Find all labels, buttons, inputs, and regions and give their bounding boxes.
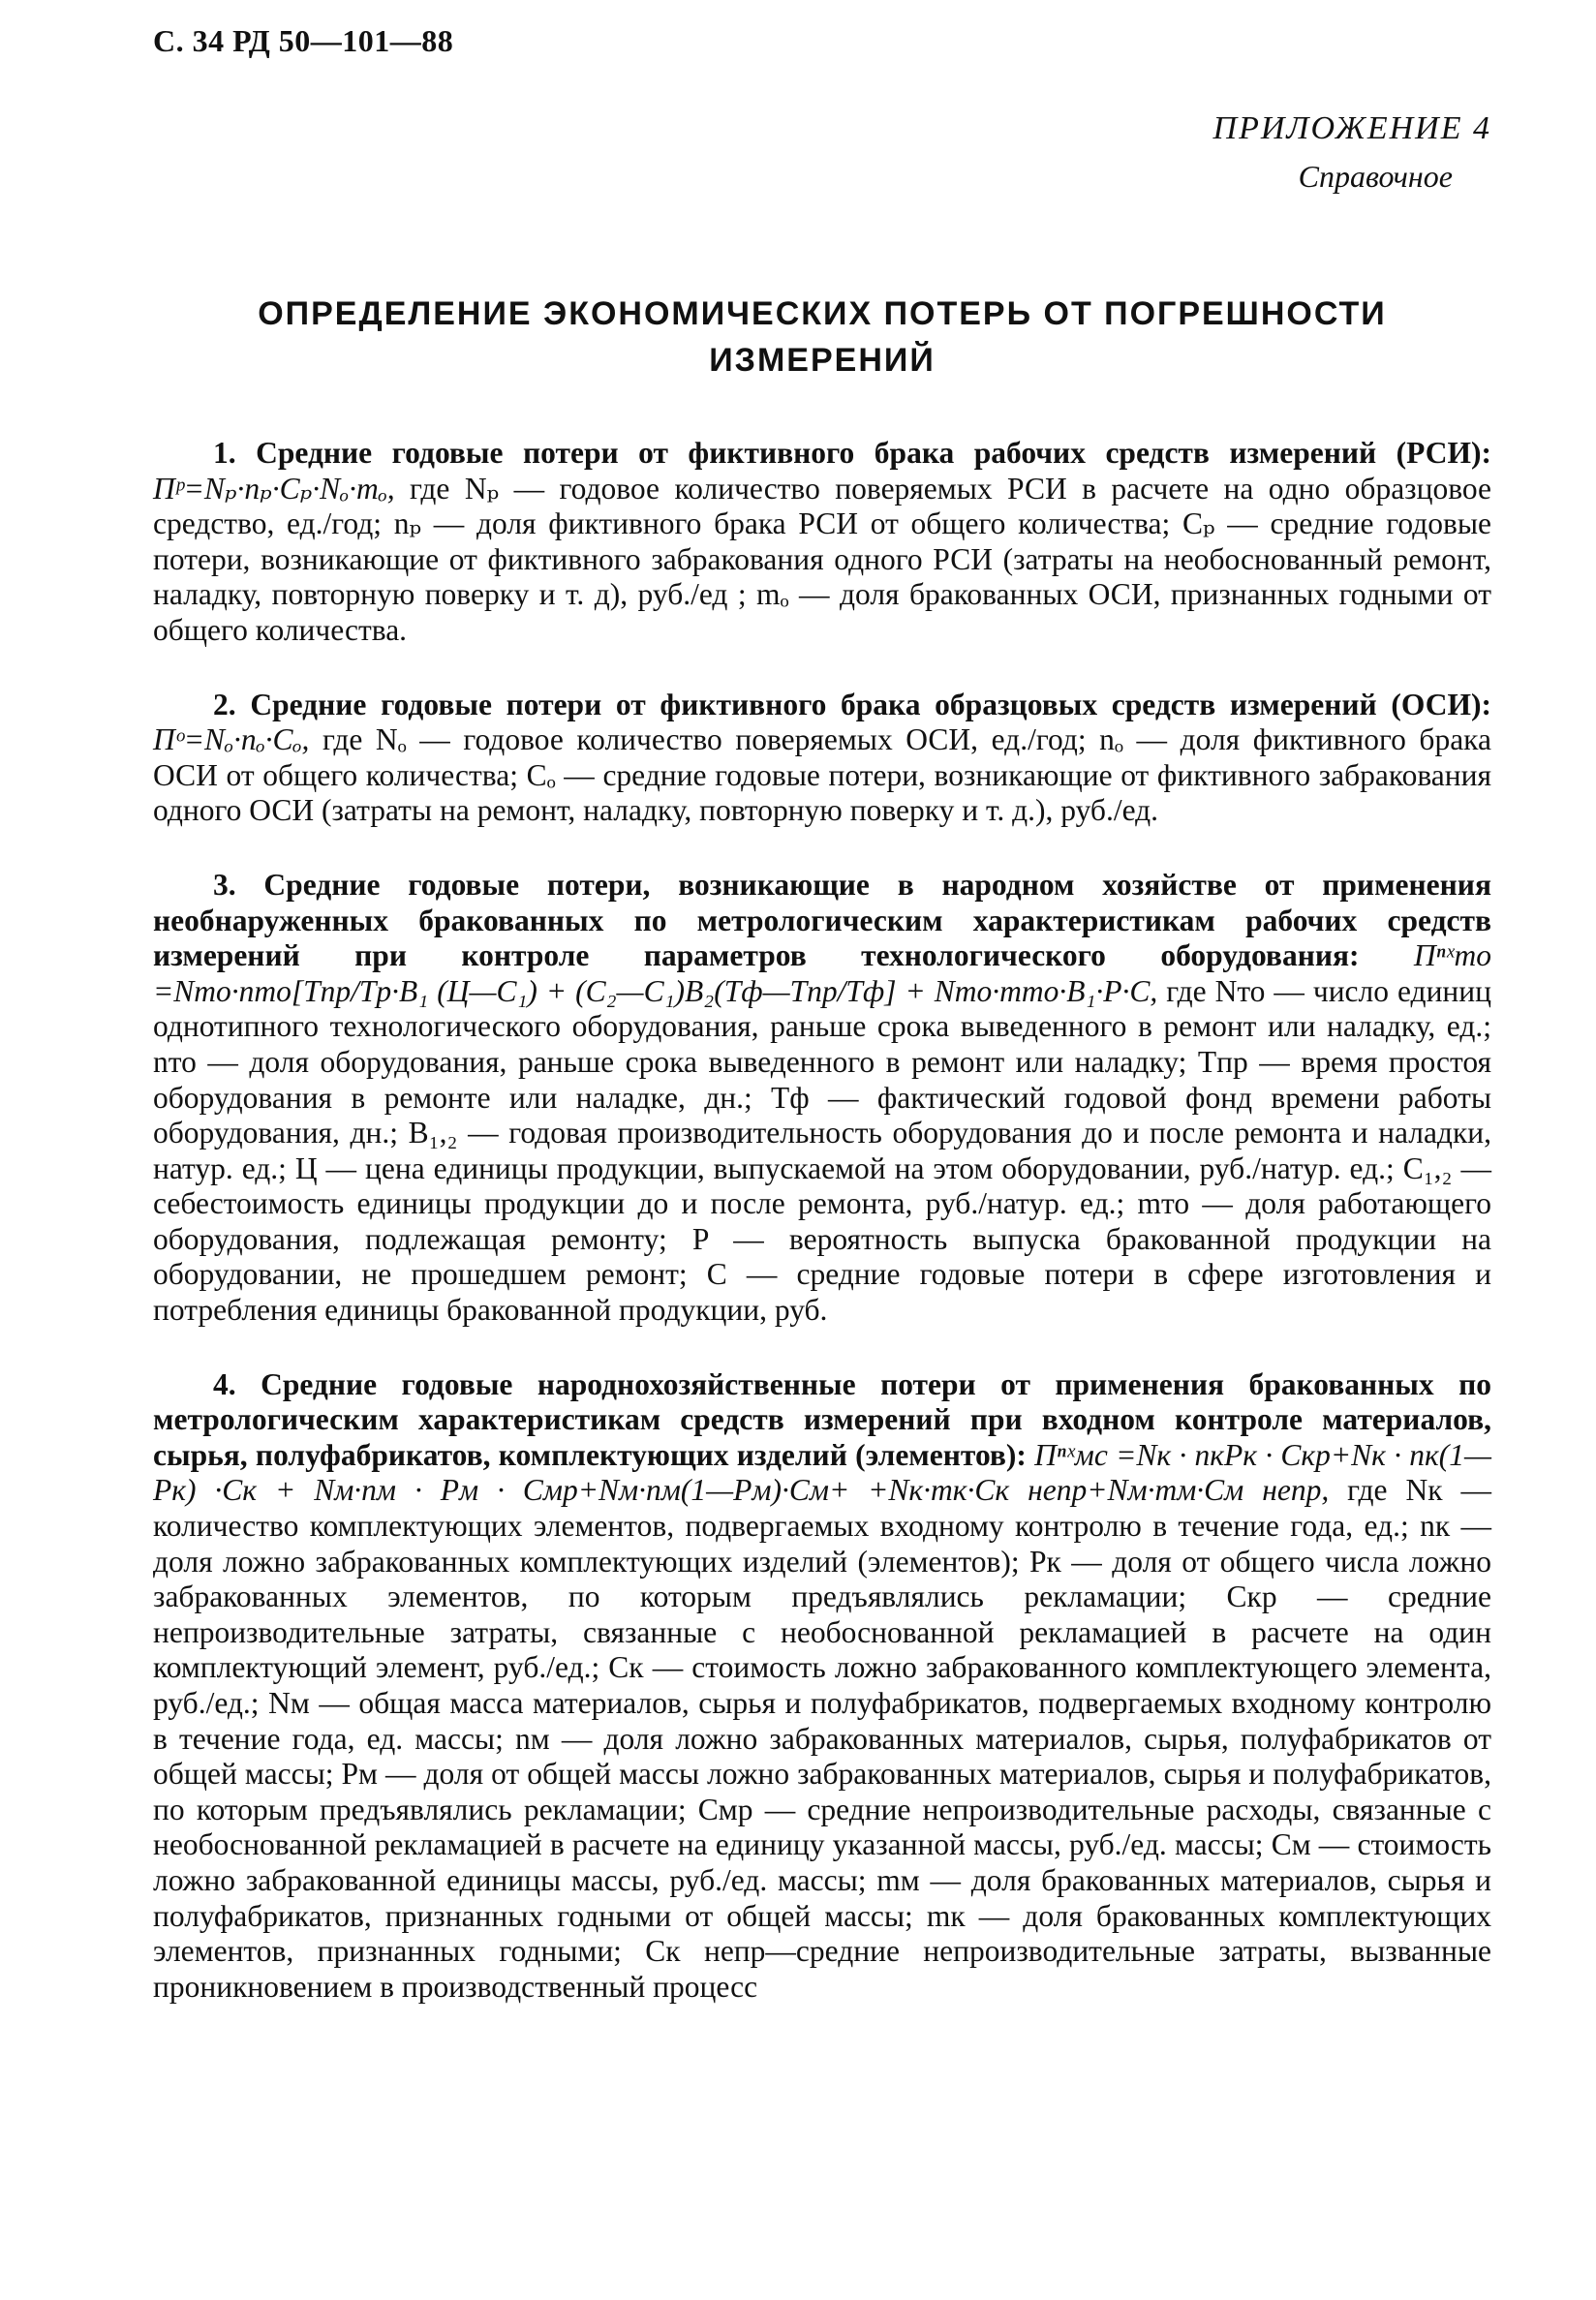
paragraph-3-text: где Nто — число единиц однотипного технологического оборудования, раньше срока выведенного в ремонт или наладку, ед.; nто — доля оборудования, раньше срока выведенного в ремонт или наладку; Tпр — время простоя оборудования в ремонте или наладке, дн.; Tф — фактический годовой фонд времени работы оборудования, дн.; B₁,₂ — годовая производительность оборудования до и после ремонта и наладки, натур. ед.; Ц — цена единицы продукции, выпускаемой на этом оборудовании, руб./натур. ед.; C₁,₂ — себестоимость единицы продукции до и после ремонта, руб./натур. ед.; mто — доля работающего оборудования, подлежащая ремонту; P — вероятность выпуска бракованной продукции на оборудовании, не прошедшем ремонт; C — средние годовые потери в сфере изготовления и потребления единицы бракованной продукции, руб. — [153, 973, 1491, 1328]
paragraph-1-formula: Пᵖ=Nₚ·nₚ·Cₚ·Nₒ·mₒ, — [153, 471, 395, 506]
appendix-type: Справочное — [1298, 159, 1453, 194]
page-title — [153, 291, 1491, 383]
paragraph-1 — [153, 436, 1491, 649]
appendix-number: ПРИЛОЖЕНИЕ 4 — [1212, 110, 1491, 146]
paragraph-2-text: где Nₒ — годовое количество поверяемых ОСИ, ед./год; nₒ — доля фиктивного брака ОСИ от общего количества; Cₒ — средние годовые потери, возникающие от фиктивного забракования одного ОСИ (затраты на ремонт, наладку, повторную поверку и т. д.), руб./ед. — [153, 722, 1491, 828]
appendix-label-block — [1213, 110, 1491, 195]
page-header-ref: С. 34 РД 50—101—88 — [153, 23, 454, 58]
page-title-line-1: ОПРЕДЕЛЕНИЕ ЭКОНОМИЧЕСКИХ ПОТЕРЬ ОТ ПОГРЕШНОСТИ — [258, 295, 1387, 332]
paragraph-4-lead: 4. Средние годовые народнохозяйственные потери от применения бракованных по метрологическим характеристикам средств измерений при входном контроле материалов, сырья, полуфабрикатов, комплектующих изделий (элементов): — [153, 1366, 1491, 1472]
paragraph-3-lead: 3. Средние годовые потери, возникающие в народном хозяйстве от применения необнаруженных бракованных по метрологическим характеристикам рабочих средств измерений при контроле параметров технологического оборудования: — [153, 867, 1491, 973]
paragraph-3-formula: Пⁿˣто =Nто·nто[Tпр/Tр·B₁ (Ц—C₁) + (C₂—C₁)B₂(Tф—Tпр/Tф] + Nто·mто·B₁·P·C, — [153, 938, 1491, 1008]
paragraph-2-lead: 2. Средние годовые потери от фиктивного брака образцовых средств измерений (ОСИ): — [213, 687, 1491, 721]
paragraph-1-text: где Nₚ — годовое количество поверяемых РСИ в расчете на одно образцовое средство, ед./год; nₚ — доля фиктивного брака РСИ от общего количества; Cₚ — средние годовые потери, возникающие от фиктивного забракования одного РСИ (затраты на необоснованный ремонт, наладку, повторную поверку и т. д), руб./ед ; mₒ — доля бракованных ОСИ, признанных годными от общего количества. — [153, 471, 1491, 647]
paragraph-3 — [153, 868, 1491, 1329]
document-body — [153, 436, 1491, 2041]
paragraph-2 — [153, 688, 1491, 829]
paragraph-4-formula: Пⁿˣмс =Nк · nкPк · Cкр+Nк · nк(1—Pк) ·Cк + Nм·nм · Pм · Cмр+Nм·nм(1—Pм)·Cм+ +Nк·mк·Cк непр+Nм·mм·Cм непр, — [153, 1437, 1491, 1508]
paragraph-4 — [153, 1367, 1491, 2006]
page-title-line-2: ИЗМЕРЕНИЙ — [709, 342, 936, 379]
paragraph-4-text: где Nк — количество комплектующих элементов, подвергаемых входному контролю в течение года, ед.; nк — доля ложно забракованных комплектующих изделий (элементов); Pк — доля от общего числа ложно забракованных элементов, по которым предъявлялись рекламации; Cкр — средние непроизводительные затраты, связанные с необоснованной рекламацией в расчете на один комплектующий элемент, руб./ед.; Cк — стоимость ложно забракованного комплектующего элемента, руб./ед.; Nм — общая масса материалов, сырья и полуфабрикатов, подвергаемых входному контролю в течение года, ед. массы; nм — доля ложно забракованных материалов, сырья, полуфабрикатов от общей массы; Pм — доля от общей массы ложно забракованных материалов, сырья и полуфабрикатов, по которым предъявлялись рекламации; Cмр — средние непроизводительные расходы, связанные с необоснованной рекламацией в расчете на единицу указанной массы, руб./ед. массы; Cм — стоимость ложно забракованной единицы массы, руб./ед. массы; mм — доля бракованных материалов, сырья и полуфабрикатов, признанных годными от общей массы; mк — доля бракованных комплектующих элементов, признанных годными; Cк непр—средние непроизводительные затраты, вызванные проникновением в производственный процесс — [153, 1473, 1491, 2004]
paragraph-1-lead: 1. Средние годовые потери от фиктивного брака рабочих средств измерений (РСИ): — [213, 436, 1491, 470]
paragraph-2-formula: Пᵒ=Nₒ·nₒ·Cₒ, — [153, 722, 310, 757]
